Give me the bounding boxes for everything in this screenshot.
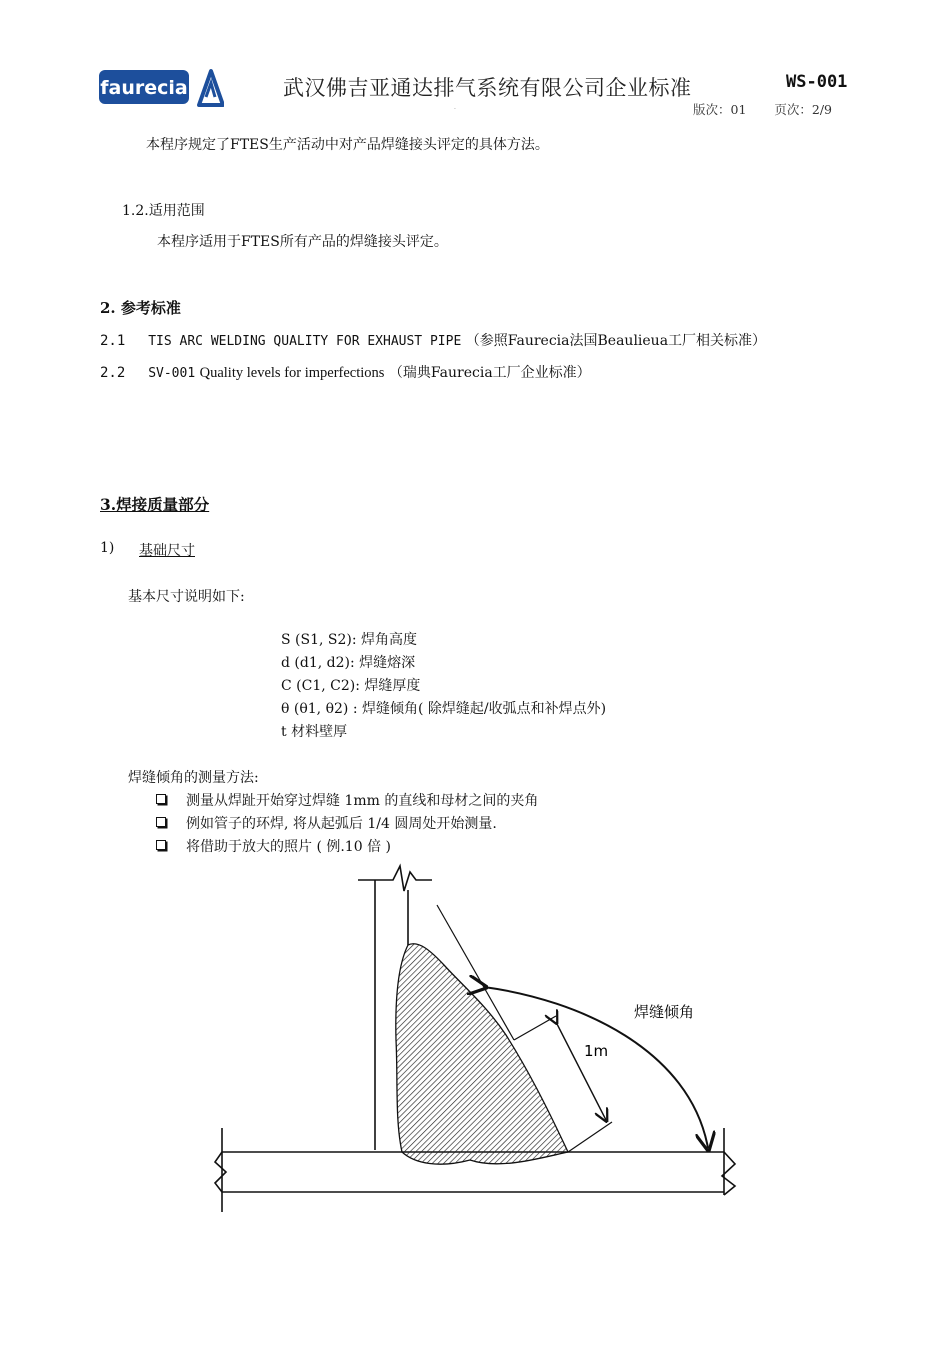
angle-label: 焊缝倾角 <box>634 1003 695 1021</box>
bullet-text: 例如管子的环焊, 将从起弧后 1/4 圆周处开始测量. <box>186 816 497 832</box>
reference-code: TIS ARC WELDING QUALITY FOR EXHAUST PIPE <box>148 334 462 349</box>
reference-code: SV-001 <box>148 366 196 381</box>
reference-number: 2.1 <box>100 333 126 349</box>
measure-title: 焊缝倾角的测量方法: <box>128 770 259 786</box>
dimension-label: 1m <box>584 1042 609 1060</box>
definition-item: C (C1, C2): 焊缝厚度 <box>281 678 421 694</box>
header-dot: . <box>454 104 456 111</box>
bullet-text: 测量从焊趾开始穿过焊缝 1mm 的直线和母材之间的夹角 <box>186 793 539 809</box>
dimension-extension-line <box>514 1016 556 1040</box>
section3-heading: 3.焊接质量部分 <box>100 495 210 514</box>
subsection-title: 基础尺寸 <box>139 543 195 559</box>
references-heading: 2. 参考标准 <box>100 299 181 317</box>
definition-item: θ (θ1, θ2) : 焊缝倾角( 除焊缝起/收弧点和补焊点外) <box>281 701 607 717</box>
reference-number: 2.2 <box>100 365 126 381</box>
svg-text:faurecia: faurecia <box>100 77 188 99</box>
company-name: 武汉佛吉亚通达排气系统有限公司企业标准 <box>283 76 692 100</box>
definition-item: S (S1, S2): 焊角高度 <box>281 632 418 648</box>
intro-text: 本程序规定了FTES生产活动中对产品焊缝接头评定的具体方法。 <box>146 137 549 153</box>
definition-item: t 材料壁厚 <box>281 724 348 740</box>
scope-heading: 1.2.适用范围 <box>122 203 205 219</box>
reference-note: （参照Faurecia法国Beaulieua工厂相关标准） <box>465 333 767 349</box>
weld-bead <box>396 944 568 1164</box>
reference-title: Quality levels for imperfections <box>199 365 385 381</box>
scope-text: 本程序适用于FTES所有产品的焊缝接头评定。 <box>157 234 448 250</box>
bullet-text: 将借助于放大的照片 ( 例.10 倍 ) <box>186 839 391 855</box>
document-number: WS-001 <box>786 72 848 92</box>
subsection-number: 1) <box>100 540 115 556</box>
reference-note: （瑞典Faurecia工厂企业标准） <box>388 365 591 381</box>
dimension-extension-line <box>568 1122 612 1152</box>
definition-item: d (d1, d2): 焊缝熔深 <box>281 655 416 671</box>
page-label: 页次：2/9 <box>774 102 832 117</box>
dimension-arrow <box>556 1022 609 1120</box>
version-label: 版次：01 <box>693 102 747 117</box>
basic-intro: 基本尺寸说明如下: <box>128 589 245 605</box>
